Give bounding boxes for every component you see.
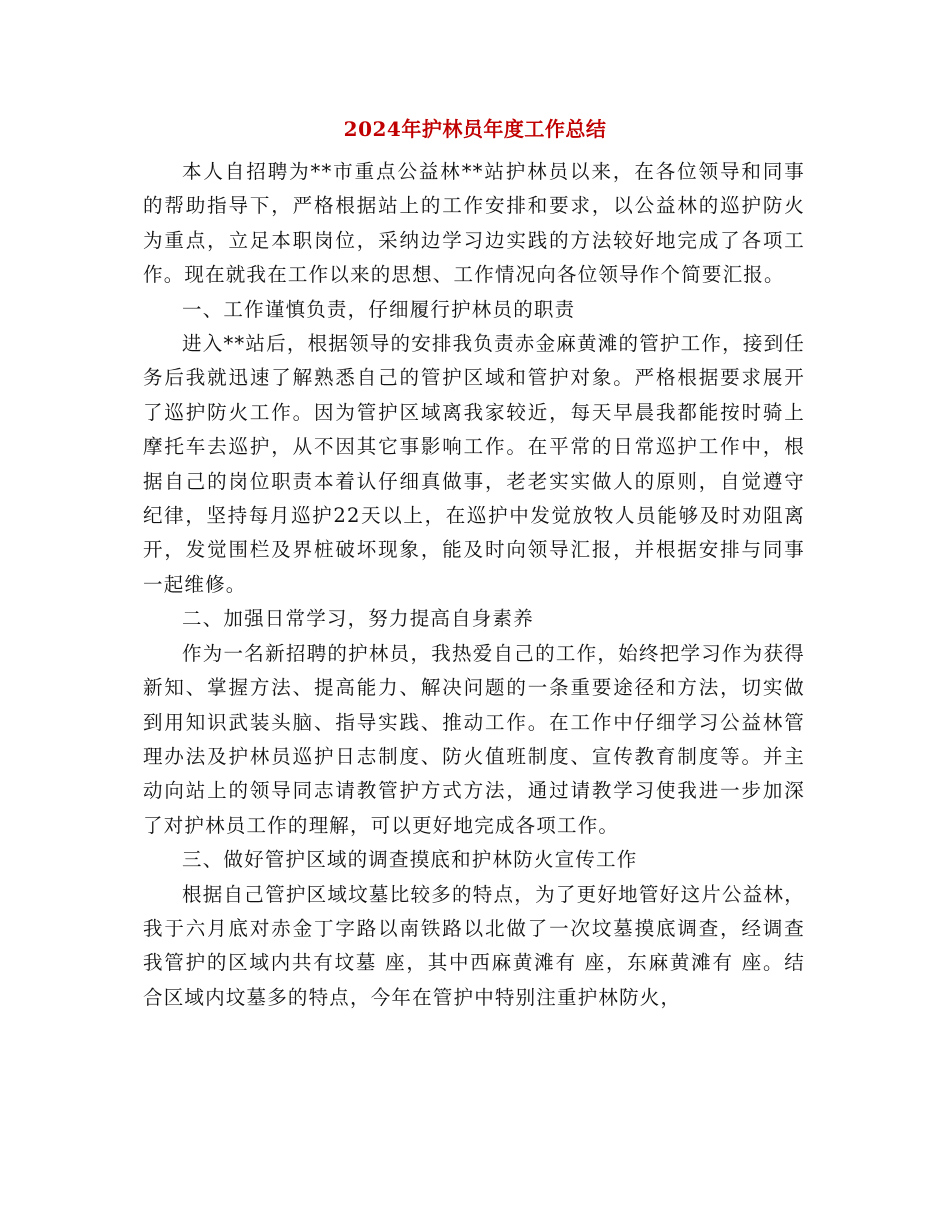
paragraph-intro: 本人自招聘为**市重点公益林**站护林员以来，在各位领导和同事的帮助指导下，严格根据站上的工作安排和要求，以公益林的巡护防火为重点，立足本职岗位，采纳边学习边实践的方法较好地完成了各项工作。现在就我在工作以来的思想、工作情况向各位领导作个简要汇报。	[143, 160, 805, 287]
section-heading-2: 二、加强日常学习，努力提高自身素养	[182, 607, 534, 631]
section-heading-1: 一、工作谨慎负责，仔细履行护林员的职责	[182, 297, 576, 321]
section-heading-3: 三、做好管护区域的调查摸底和护林防火宣传工作	[182, 848, 638, 872]
document-body	[143, 155, 805, 1015]
paragraph-section-3: 根据自己管护区域坟墓比较多的特点，为了更好地管好这片公益林，我于六月底对赤金丁字路以南铁路以北做了一次坟墓摸底调查，经调查我管护的区域内共有坟墓 座，其中西麻黄滩有 座，东麻黄滩有 座。结合区域内坟墓多的特点，今年在管护中特别注重护林防火，	[143, 882, 805, 1009]
paragraph-section-1: 进入**站后，根据领导的安排我负责赤金麻黄滩的管护工作，接到任务后我就迅速了解熟悉自己的管护区域和管护对象。严格根据要求展开了巡护防火工作。因为管护区域离我家较近，每天早晨我都能按时骑上摩托车去巡护，从不因其它事影响工作。在平常的日常巡护工作中，根据自己的岗位职责本着认仔细真做事，老老实实做人的原则，自觉遵守纪律，坚持每月巡护22天以上，在巡护中发觉放牧人员能够及时劝阻离开，发觉围栏及界桩破坏现象，能及时向领导汇报，并根据安排与同事一起维修。	[143, 332, 805, 596]
paragraph-section-2: 作为一名新招聘的护林员，我热爱自己的工作，始终把学习作为获得新知、掌握方法、提高能力、解决问题的一条重要途径和方法，切实做到用知识武装头脑、指导实践、推动工作。在工作中仔细学习公益林管理办法及护林员巡护日志制度、防火值班制度、宣传教育制度等。并主动向站上的领导同志请教管护方式方法，通过请教学习使我进一步加深了对护林员工作的理解，可以更好地完成各项工作。	[143, 641, 805, 837]
document-title: 2024年护林员年度工作总结	[343, 117, 607, 141]
